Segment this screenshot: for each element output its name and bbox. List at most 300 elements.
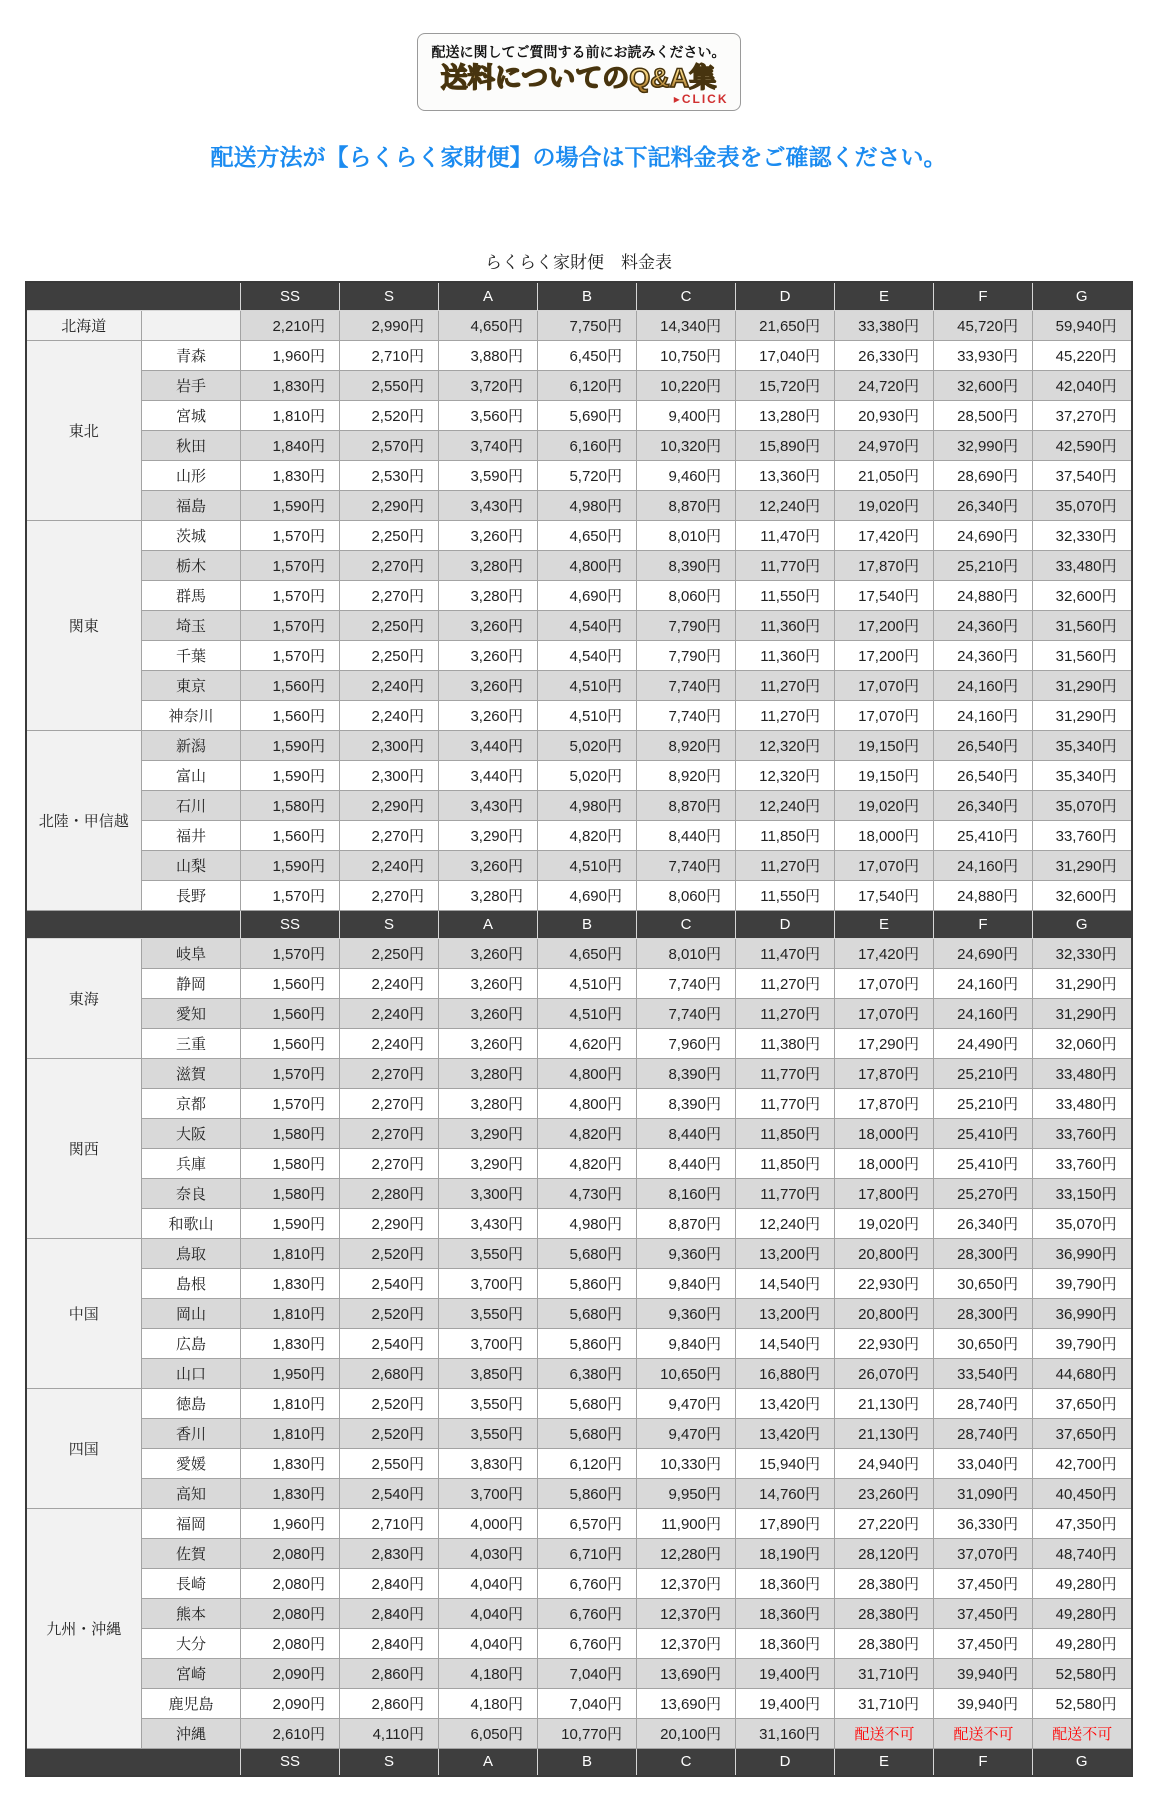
prefecture-cell: 宮崎: [142, 1658, 241, 1688]
price-cell: 11,380円: [736, 1028, 835, 1058]
table-row: [26, 1358, 1132, 1388]
prefecture-cell: 岐阜: [142, 938, 241, 968]
price-cell: 11,270円: [736, 670, 835, 700]
price-cell: 9,360円: [637, 1238, 736, 1268]
region-cell: 四国: [26, 1388, 142, 1508]
price-cell: 2,710円: [340, 340, 439, 370]
price-cell: 32,600円: [1033, 580, 1132, 610]
table-row: [26, 1658, 1132, 1688]
price-cell: 12,240円: [736, 490, 835, 520]
price-cell: 37,070円: [934, 1538, 1033, 1568]
price-cell: 4,980円: [538, 1208, 637, 1238]
table-row: [26, 1298, 1132, 1328]
prefecture-cell: 石川: [142, 790, 241, 820]
price-cell: 8,060円: [637, 880, 736, 910]
size-header-cell: C: [637, 282, 736, 310]
prefecture-cell: 愛知: [142, 998, 241, 1028]
price-cell: 2,830円: [340, 1538, 439, 1568]
price-cell: 2,550円: [340, 1448, 439, 1478]
table-row: [26, 700, 1132, 730]
prefecture-cell: 新潟: [142, 730, 241, 760]
price-cell: 37,270円: [1033, 400, 1132, 430]
price-cell: 20,930円: [835, 400, 934, 430]
price-cell: 4,650円: [538, 938, 637, 968]
price-cell: 31,290円: [1033, 998, 1132, 1028]
price-cell: 4,620円: [538, 1028, 637, 1058]
price-cell: 2,570円: [340, 430, 439, 460]
price-cell: 5,020円: [538, 730, 637, 760]
price-cell: 2,840円: [340, 1568, 439, 1598]
price-cell: 11,770円: [736, 550, 835, 580]
region-cell: 関西: [26, 1058, 142, 1238]
price-cell: 24,160円: [934, 700, 1033, 730]
region-cell: 東北: [26, 340, 142, 520]
price-cell: 4,510円: [538, 850, 637, 880]
price-cell: 2,210円: [241, 310, 340, 340]
price-cell: 4,540円: [538, 640, 637, 670]
price-cell: 24,880円: [934, 580, 1033, 610]
price-cell: 2,540円: [340, 1328, 439, 1358]
unavailable-cell: 配送不可: [934, 1718, 1033, 1748]
price-cell: 31,710円: [835, 1658, 934, 1688]
price-cell: 4,690円: [538, 580, 637, 610]
price-cell: 22,930円: [835, 1328, 934, 1358]
price-cell: 1,570円: [241, 520, 340, 550]
price-cell: 19,150円: [835, 730, 934, 760]
qa-banner[interactable]: [417, 33, 741, 111]
price-cell: 5,860円: [538, 1268, 637, 1298]
price-cell: 1,560円: [241, 998, 340, 1028]
region-cell: 東海: [26, 938, 142, 1058]
price-cell: 4,110円: [340, 1718, 439, 1748]
price-cell: 39,940円: [934, 1658, 1033, 1688]
price-cell: 24,490円: [934, 1028, 1033, 1058]
price-cell: 31,160円: [736, 1718, 835, 1748]
prefecture-cell: 兵庫: [142, 1148, 241, 1178]
price-cell: 4,820円: [538, 820, 637, 850]
price-cell: 4,800円: [538, 1058, 637, 1088]
table-row: [26, 520, 1132, 550]
price-cell: 26,340円: [934, 1208, 1033, 1238]
prefecture-cell: [142, 310, 241, 340]
table-row: [26, 1418, 1132, 1448]
price-cell: 28,380円: [835, 1628, 934, 1658]
price-cell: 6,120円: [538, 370, 637, 400]
price-cell: 30,650円: [934, 1268, 1033, 1298]
price-cell: 28,380円: [835, 1598, 934, 1628]
price-cell: 48,740円: [1033, 1538, 1132, 1568]
table-row: [26, 580, 1132, 610]
region-cell: 九州・沖縄: [26, 1508, 142, 1748]
price-cell: 18,360円: [736, 1568, 835, 1598]
price-cell: 24,880円: [934, 880, 1033, 910]
price-cell: 26,540円: [934, 760, 1033, 790]
price-cell: 31,290円: [1033, 670, 1132, 700]
price-cell: 24,720円: [835, 370, 934, 400]
price-cell: 28,690円: [934, 460, 1033, 490]
price-cell: 17,890円: [736, 1508, 835, 1538]
price-cell: 3,260円: [439, 1028, 538, 1058]
price-cell: 40,450円: [1033, 1478, 1132, 1508]
price-cell: 3,740円: [439, 430, 538, 460]
price-cell: 32,060円: [1033, 1028, 1132, 1058]
table-row: [26, 1268, 1132, 1298]
price-cell: 3,260円: [439, 700, 538, 730]
table-row: [26, 1478, 1132, 1508]
price-cell: 33,380円: [835, 310, 934, 340]
price-cell: 28,120円: [835, 1538, 934, 1568]
price-cell: 17,070円: [835, 998, 934, 1028]
price-cell: 6,570円: [538, 1508, 637, 1538]
price-cell: 2,520円: [340, 1298, 439, 1328]
price-cell: 2,250円: [340, 640, 439, 670]
price-cell: 3,720円: [439, 370, 538, 400]
price-cell: 2,540円: [340, 1268, 439, 1298]
price-cell: 14,340円: [637, 310, 736, 340]
price-cell: 26,330円: [835, 340, 934, 370]
price-cell: 2,550円: [340, 370, 439, 400]
price-cell: 19,020円: [835, 790, 934, 820]
price-cell: 2,270円: [340, 1088, 439, 1118]
price-cell: 2,990円: [340, 310, 439, 340]
price-cell: 1,570円: [241, 550, 340, 580]
price-cell: 13,420円: [736, 1418, 835, 1448]
price-cell: 9,460円: [637, 460, 736, 490]
price-cell: 12,240円: [736, 790, 835, 820]
price-cell: 42,700円: [1033, 1448, 1132, 1478]
price-cell: 33,040円: [934, 1448, 1033, 1478]
click-arrow-icon: ▸: [673, 92, 682, 106]
price-cell: 13,200円: [736, 1298, 835, 1328]
price-cell: 6,050円: [439, 1718, 538, 1748]
price-cell: 4,040円: [439, 1628, 538, 1658]
price-cell: 25,270円: [934, 1178, 1033, 1208]
price-cell: 13,280円: [736, 400, 835, 430]
price-cell: 2,270円: [340, 820, 439, 850]
price-cell: 21,130円: [835, 1388, 934, 1418]
price-cell: 6,760円: [538, 1568, 637, 1598]
price-cell: 1,570円: [241, 880, 340, 910]
price-cell: 24,160円: [934, 968, 1033, 998]
price-cell: 30,650円: [934, 1328, 1033, 1358]
price-cell: 3,260円: [439, 968, 538, 998]
price-cell: 39,790円: [1033, 1328, 1132, 1358]
price-cell: 2,280円: [340, 1178, 439, 1208]
table-row: [26, 1058, 1132, 1088]
size-header-cell: E: [835, 1748, 934, 1776]
price-cell: 39,940円: [934, 1688, 1033, 1718]
price-cell: 6,160円: [538, 430, 637, 460]
banner-note: 配送に関してご質問する前にお読みください。: [431, 44, 726, 60]
table-row: [26, 998, 1132, 1028]
price-cell: 2,250円: [340, 520, 439, 550]
price-cell: 4,650円: [439, 310, 538, 340]
region-cell: 中国: [26, 1238, 142, 1388]
prefecture-cell: 鹿児島: [142, 1688, 241, 1718]
price-cell: 3,290円: [439, 1148, 538, 1178]
price-cell: 3,550円: [439, 1418, 538, 1448]
price-cell: 2,270円: [340, 550, 439, 580]
price-cell: 28,500円: [934, 400, 1033, 430]
price-cell: 8,870円: [637, 790, 736, 820]
prefecture-cell: 熊本: [142, 1598, 241, 1628]
price-cell: 24,360円: [934, 640, 1033, 670]
price-cell: 4,800円: [538, 550, 637, 580]
size-header-cell: D: [736, 910, 835, 938]
price-cell: 2,240円: [340, 670, 439, 700]
price-cell: 47,350円: [1033, 1508, 1132, 1538]
price-cell: 4,650円: [538, 520, 637, 550]
price-cell: 15,720円: [736, 370, 835, 400]
prefecture-cell: 徳島: [142, 1388, 241, 1418]
table-row: [26, 460, 1132, 490]
price-cell: 23,260円: [835, 1478, 934, 1508]
price-cell: 1,570円: [241, 640, 340, 670]
price-cell: 3,700円: [439, 1478, 538, 1508]
price-cell: 17,420円: [835, 938, 934, 968]
price-cell: 32,600円: [1033, 880, 1132, 910]
price-cell: 26,340円: [934, 790, 1033, 820]
price-cell: 1,590円: [241, 490, 340, 520]
price-cell: 1,590円: [241, 850, 340, 880]
price-cell: 49,280円: [1033, 1598, 1132, 1628]
price-cell: 17,200円: [835, 640, 934, 670]
banner-title: 送料についてのQ&A集: [429, 62, 729, 95]
prefecture-cell: 沖縄: [142, 1718, 241, 1748]
prefecture-cell: 高知: [142, 1478, 241, 1508]
price-cell: 1,830円: [241, 460, 340, 490]
price-cell: 28,300円: [934, 1238, 1033, 1268]
table-row: [26, 1688, 1132, 1718]
price-cell: 33,480円: [1033, 550, 1132, 580]
price-cell: 2,080円: [241, 1538, 340, 1568]
price-cell: 24,160円: [934, 850, 1033, 880]
size-header-cell: C: [637, 910, 736, 938]
price-cell: 3,440円: [439, 760, 538, 790]
price-cell: 31,090円: [934, 1478, 1033, 1508]
prefecture-cell: 山形: [142, 460, 241, 490]
price-cell: 2,270円: [340, 1118, 439, 1148]
price-cell: 2,080円: [241, 1628, 340, 1658]
price-cell: 33,480円: [1033, 1088, 1132, 1118]
price-cell: 18,000円: [835, 1148, 934, 1178]
price-cell: 2,240円: [340, 1028, 439, 1058]
price-cell: 37,450円: [934, 1628, 1033, 1658]
price-cell: 4,820円: [538, 1118, 637, 1148]
price-cell: 2,240円: [340, 850, 439, 880]
header-corner-cell: [26, 282, 241, 310]
price-cell: 19,020円: [835, 490, 934, 520]
price-cell: 8,920円: [637, 760, 736, 790]
price-cell: 18,000円: [835, 1118, 934, 1148]
price-cell: 5,860円: [538, 1478, 637, 1508]
price-cell: 2,080円: [241, 1598, 340, 1628]
price-cell: 31,710円: [835, 1688, 934, 1718]
price-cell: 3,300円: [439, 1178, 538, 1208]
price-cell: 3,430円: [439, 1208, 538, 1238]
price-cell: 10,770円: [538, 1718, 637, 1748]
price-cell: 32,990円: [934, 430, 1033, 460]
price-cell: 24,360円: [934, 610, 1033, 640]
price-cell: 9,470円: [637, 1418, 736, 1448]
price-cell: 10,750円: [637, 340, 736, 370]
price-cell: 7,750円: [538, 310, 637, 340]
price-cell: 17,040円: [736, 340, 835, 370]
price-cell: 19,400円: [736, 1688, 835, 1718]
prefecture-cell: 長野: [142, 880, 241, 910]
price-cell: 42,040円: [1033, 370, 1132, 400]
price-cell: 6,760円: [538, 1628, 637, 1658]
price-cell: 2,710円: [340, 1508, 439, 1538]
price-cell: 4,180円: [439, 1658, 538, 1688]
table-row: [26, 490, 1132, 520]
price-cell: 14,540円: [736, 1268, 835, 1298]
price-cell: 1,580円: [241, 790, 340, 820]
size-header-cell: S: [340, 1748, 439, 1776]
prefecture-cell: 大阪: [142, 1118, 241, 1148]
price-cell: 2,300円: [340, 730, 439, 760]
price-cell: 17,870円: [835, 550, 934, 580]
prefecture-cell: 和歌山: [142, 1208, 241, 1238]
price-cell: 12,370円: [637, 1628, 736, 1658]
price-cell: 8,160円: [637, 1178, 736, 1208]
price-cell: 17,070円: [835, 670, 934, 700]
price-cell: 3,280円: [439, 580, 538, 610]
size-header-row: [26, 282, 1132, 310]
price-cell: 3,440円: [439, 730, 538, 760]
size-header-cell: D: [736, 282, 835, 310]
banner-click-label: ▸CLICK: [673, 92, 729, 106]
price-cell: 4,540円: [538, 610, 637, 640]
size-header-cell: A: [439, 910, 538, 938]
price-cell: 27,220円: [835, 1508, 934, 1538]
price-cell: 1,950円: [241, 1358, 340, 1388]
price-cell: 31,560円: [1033, 640, 1132, 670]
price-cell: 26,540円: [934, 730, 1033, 760]
price-cell: 8,920円: [637, 730, 736, 760]
table-row: [26, 1448, 1132, 1478]
price-cell: 12,280円: [637, 1538, 736, 1568]
price-cell: 7,040円: [538, 1688, 637, 1718]
price-cell: 1,560円: [241, 670, 340, 700]
prefecture-cell: 福岡: [142, 1508, 241, 1538]
price-cell: 37,540円: [1033, 460, 1132, 490]
price-cell: 8,440円: [637, 820, 736, 850]
prefecture-cell: 茨城: [142, 520, 241, 550]
price-cell: 25,210円: [934, 1088, 1033, 1118]
table-row: [26, 730, 1132, 760]
price-cell: 11,270円: [736, 850, 835, 880]
price-cell: 6,380円: [538, 1358, 637, 1388]
price-cell: 21,650円: [736, 310, 835, 340]
price-cell: 59,940円: [1033, 310, 1132, 340]
price-cell: 1,810円: [241, 1418, 340, 1448]
price-cell: 4,980円: [538, 490, 637, 520]
prefecture-cell: 千葉: [142, 640, 241, 670]
prefecture-cell: 青森: [142, 340, 241, 370]
price-cell: 24,160円: [934, 670, 1033, 700]
prefecture-cell: 福島: [142, 490, 241, 520]
table-row: [26, 430, 1132, 460]
price-cell: 39,790円: [1033, 1268, 1132, 1298]
table-row: [26, 1088, 1132, 1118]
price-cell: 6,760円: [538, 1598, 637, 1628]
table-row: [26, 760, 1132, 790]
price-cell: 35,070円: [1033, 1208, 1132, 1238]
price-cell: 11,900円: [637, 1508, 736, 1538]
price-cell: 12,370円: [637, 1598, 736, 1628]
price-cell: 49,280円: [1033, 1628, 1132, 1658]
price-cell: 2,860円: [340, 1688, 439, 1718]
price-cell: 6,710円: [538, 1538, 637, 1568]
price-cell: 28,300円: [934, 1298, 1033, 1328]
price-cell: 4,510円: [538, 670, 637, 700]
price-cell: 11,550円: [736, 580, 835, 610]
table-row: [26, 1508, 1132, 1538]
price-cell: 33,760円: [1033, 820, 1132, 850]
price-cell: 6,120円: [538, 1448, 637, 1478]
size-header-cell: D: [736, 1748, 835, 1776]
price-cell: 2,540円: [340, 1478, 439, 1508]
price-cell: 9,400円: [637, 400, 736, 430]
price-cell: 11,470円: [736, 520, 835, 550]
price-cell: 3,700円: [439, 1268, 538, 1298]
price-cell: 17,290円: [835, 1028, 934, 1058]
size-header-cell: B: [538, 1748, 637, 1776]
price-cell: 4,730円: [538, 1178, 637, 1208]
size-header-cell: G: [1033, 910, 1132, 938]
price-cell: 2,530円: [340, 460, 439, 490]
price-cell: 1,590円: [241, 730, 340, 760]
price-cell: 4,000円: [439, 1508, 538, 1538]
price-cell: 11,270円: [736, 968, 835, 998]
table-row: [26, 1148, 1132, 1178]
prefecture-cell: 福井: [142, 820, 241, 850]
size-header-cell: G: [1033, 282, 1132, 310]
price-cell: 1,590円: [241, 760, 340, 790]
price-cell: 33,760円: [1033, 1148, 1132, 1178]
prefecture-cell: 島根: [142, 1268, 241, 1298]
price-cell: 11,850円: [736, 1118, 835, 1148]
price-cell: 21,050円: [835, 460, 934, 490]
price-cell: 2,240円: [340, 700, 439, 730]
price-cell: 11,270円: [736, 998, 835, 1028]
price-cell: 19,400円: [736, 1658, 835, 1688]
price-cell: 3,590円: [439, 460, 538, 490]
prefecture-cell: 埼玉: [142, 610, 241, 640]
size-header-cell: G: [1033, 1748, 1132, 1776]
price-cell: 2,300円: [340, 760, 439, 790]
price-cell: 7,790円: [637, 610, 736, 640]
price-cell: 3,260円: [439, 850, 538, 880]
price-cell: 11,770円: [736, 1088, 835, 1118]
price-cell: 3,430円: [439, 490, 538, 520]
price-cell: 42,590円: [1033, 430, 1132, 460]
table-row: [26, 1208, 1132, 1238]
prefecture-cell: 長崎: [142, 1568, 241, 1598]
table-row: [26, 1238, 1132, 1268]
price-cell: 3,880円: [439, 340, 538, 370]
price-cell: 4,820円: [538, 1148, 637, 1178]
size-header-cell: SS: [241, 910, 340, 938]
price-cell: 2,250円: [340, 610, 439, 640]
price-cell: 52,580円: [1033, 1688, 1132, 1718]
price-cell: 4,800円: [538, 1088, 637, 1118]
price-cell: 4,030円: [439, 1538, 538, 1568]
price-cell: 2,240円: [340, 998, 439, 1028]
price-cell: 1,570円: [241, 938, 340, 968]
price-cell: 3,260円: [439, 610, 538, 640]
